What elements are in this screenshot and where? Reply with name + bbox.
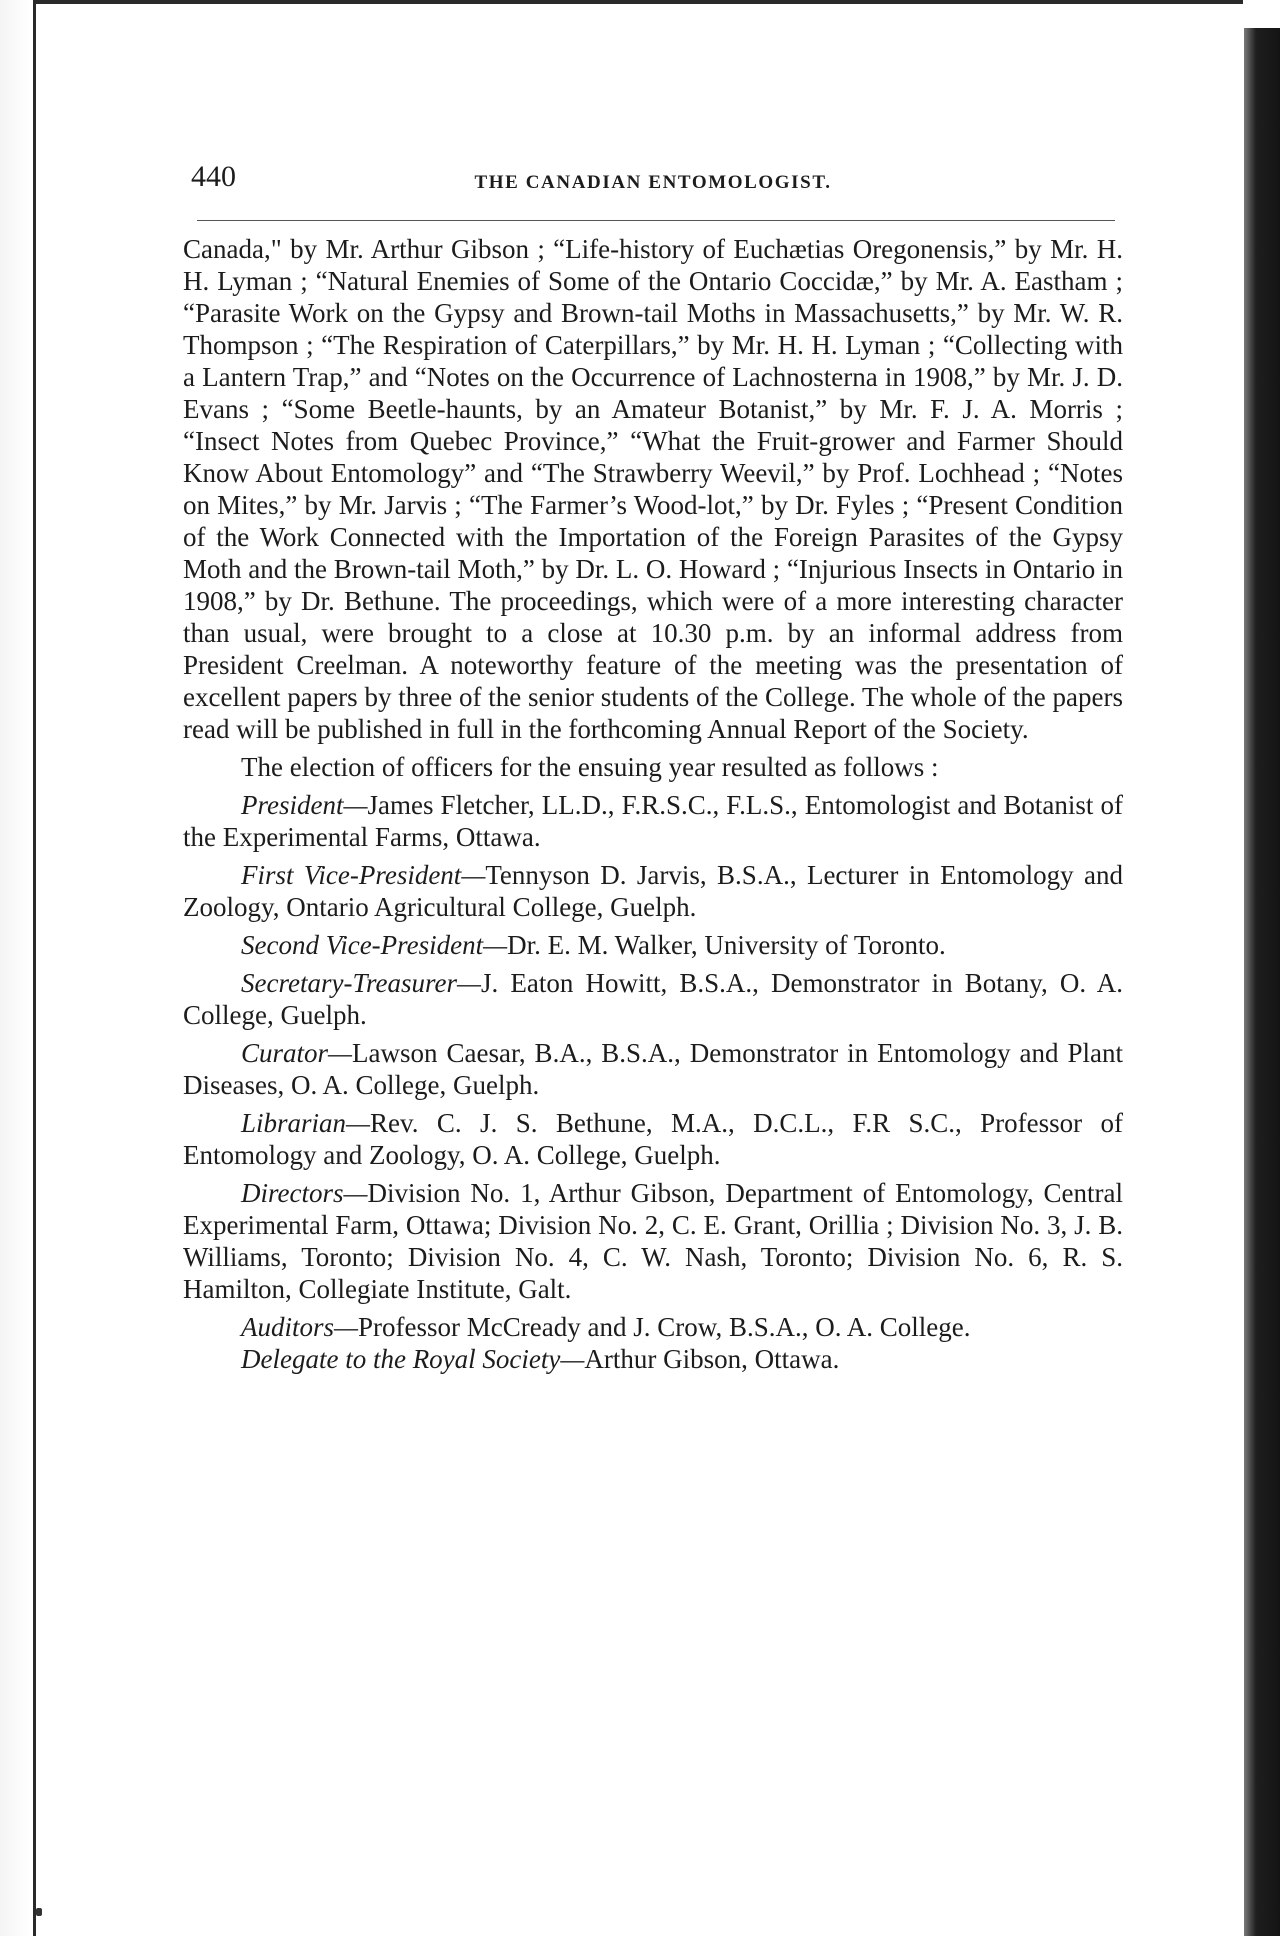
scan-right-shadow [1244,28,1280,1936]
document-page [183,150,1123,1375]
officer-details: Arthur Gibson, Ottawa. [584,1344,840,1374]
paragraph-proceedings: Canada," by Mr. Arthur Gibson ; “Life-history of Euchætias Oregonensis,” by Mr. H. H. Lyman ; “Natural Enemies of Some of the Ontario Coccidæ,” by Mr. A. Eastham ; “Parasite Work on the Gypsy and Brown-tail Moths in Massachusetts,” by Mr. W. R. Thompson ; “The Respiration of Caterpillars,” by Mr. H. H. Lyman ; “Collecting with a Lantern Trap,” and “Notes on the Occurrence of Lachnosterna in 1908,” by Mr. J. D. Evans ; “Some Beetle-haunts, by an Amateur Botanist,” by Mr. F. J. A. Morris ; “Insect Notes from Quebec Province,” “What the Fruit-grower and Farmer Should Know About Entomology” and “The Strawberry Weevil,” by Prof. Lochhead ; “Notes on Mites,” by Mr. Jarvis ; “The Farmer’s Wood-lot,” by Dr. Fyles ; “Present Condition of the Work Connected with the Importation of the Foreign Parasites of the Gypsy Moth and the Brown-tail Moth,” by Dr. L. O. Howard ; “Injurious Insects in Ontario in 1908,” by Dr. Bethune. The proceedings, which were of a more interesting character than usual, were brought to a close at 10.30 p.m. by an informal address from President Creelman. A noteworthy feature of the meeting was the presentation of excellent papers by three of the senior students of the College. The whole of the papers read will be published in full in the forthcoming Annual Report of the Society. [183,234,1123,744]
officer-entry [183,859,1123,923]
officer-details: Division No. 1, Arthur Gibson, Department of Entomology, Central Experimental Farm, Ottawa; Division No. 2, C. E. Grant, Orillia ; Division No. 3, J. B. Williams, Toronto; Division No. 4, C. W. Nash, Toronto; Division No. 6, R. S. Hamilton, Collegiate Institute, Galt. [183,1178,1123,1304]
page-header [183,150,1123,200]
officer-entry [183,967,1123,1031]
officer-details: Dr. E. M. Walker, University of Toronto. [507,930,946,960]
officer-entry [183,789,1123,853]
officer-role: Auditors— [241,1312,359,1342]
officer-role: Delegate to the Royal Society— [241,1344,585,1374]
running-title: THE CANADIAN ENTOMOLOGIST. [474,172,832,193]
officer-role: Librarian— [241,1108,371,1138]
officer-entry [183,1343,1123,1375]
officer-details: Professor McCready and J. Crow, B.S.A., O. A. College. [358,1312,971,1342]
officer-entry [183,929,1123,961]
scan-left-border [33,0,36,1936]
officer-entry [183,1037,1123,1101]
officer-details: Tennyson D. Jarvis, B.S.A., Lecturer in Entomology and Zoology, Ontario Agricultural College, Guelph. [183,860,1123,922]
paragraph-election-intro: The election of officers for the ensuing year resulted as follows : [241,752,939,782]
officer-role: Curator— [241,1038,353,1068]
officer-role: Secretary-Treasurer— [241,968,481,998]
officer-role: Second Vice-President— [241,930,508,960]
officer-details: J. Eaton Howitt, B.S.A., Demonstrator in Botany, O. A. College, Guelph. [183,968,1123,1030]
officer-entry [183,1311,1123,1343]
body-text [183,233,1123,1375]
officer-role: First Vice-President— [241,860,486,890]
officer-details: Rev. C. J. S. Bethune, M.A., D.C.L., F.R S.C., Professor of Entomology and Zoology, O. A. College, Guelph. [183,1108,1123,1170]
officer-details: James Fletcher, LL.D., F.R.S.C., F.L.S., Entomologist and Botanist of the Experimental Farms, Ottawa. [183,790,1123,852]
officer-details: Lawson Caesar, B.A., B.S.A., Demonstrator in Entomology and Plant Diseases, O. A. College, Guelph. [183,1038,1123,1100]
scan-speck [36,1908,42,1916]
officer-role: Directors— [241,1178,368,1208]
page-number: 440 [191,160,236,193]
officer-role: President— [241,790,368,820]
officer-entry [183,1177,1123,1305]
scan-top-border [33,0,1243,4]
header-rule [197,220,1115,221]
officer-entry [183,1107,1123,1171]
